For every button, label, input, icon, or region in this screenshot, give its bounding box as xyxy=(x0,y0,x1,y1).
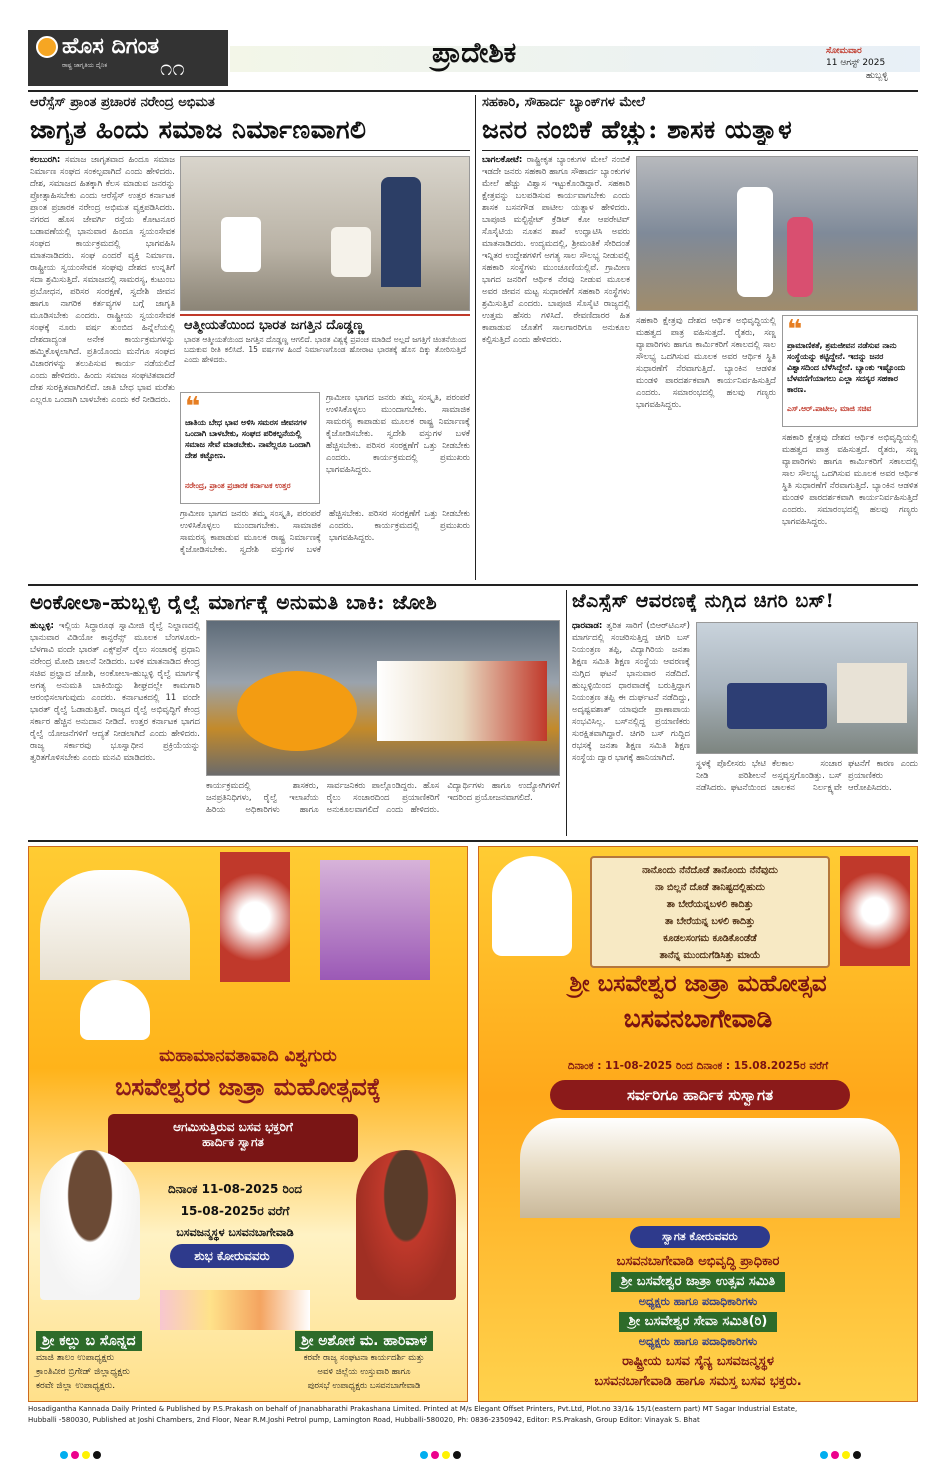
train-front xyxy=(237,671,357,751)
story1-rule xyxy=(30,150,470,151)
host-line2: ಶ್ರೀ ಬಸವೇಶ್ವರ ಜಾತ್ರಾ ಉತ್ಸವ ಸಮಿತಿ xyxy=(611,1272,785,1292)
basavanna-illustration xyxy=(492,856,572,956)
host-line5: ಅಧ್ಯಕ್ಷರು ಹಾಗೂ ಪದಾಧಿಕಾರಿಗಳು xyxy=(638,1335,758,1348)
story3-body-col2: ಕಾರ್ಯಕ್ರಮದಲ್ಲಿ ಶಾಸಕರು, ಜನಪ್ರತಿನಿಧಿಗಳು, ರೈಲ್ವೆ ಇಲಾಖೆಯ ಹಿರಿಯ ಅಧಿಕಾರಿಗಳು ಹಾಗೂ ಸಾರ್ವಜನಿಕರು ಪಾಲ್ಗೊಂಡಿದ್ದರು. ಹೊಸ ರೈಲು ಸಂಚಾರದಿಂದ ಪ್ರಯಾಣಿಕರಿಗೆ ಅನುಕೂಲವಾಗಲಿದೆ ಎಂದು ಹೇಳಿದರು. ವಿದ್ಯಾರ್ಥಿಗಳು ಹಾಗೂ ಉದ್ಯೋಗಿಗಳಿಗೆ ಇದರಿಂದ ಪ್ರಯೋಜನವಾಗಲಿದೆ. xyxy=(206,781,560,815)
host-line7: ಬಸವನಬಾಗೇವಾಡಿ ಹಾಗೂ ಸಮಸ್ತ ಬಸವ ಭಕ್ತರು. xyxy=(594,1374,802,1389)
ad-right-hosts xyxy=(488,1252,908,1392)
masthead-rule xyxy=(28,90,918,92)
story1-body-col4: ಗ್ರಾಮೀಣ ಭಾಗದ ಜನರು ತಮ್ಮ ಸಂಸ್ಕೃತಿ, ಪರಂಪರೆ ಉಳಿಸಿಕೊಳ್ಳಲು ಮುಂದಾಗಬೇಕು. ಸಾಮಾಜಿಕ ಸಾಮರಸ್ಯ ಕಾಪಾಡುವ ಮೂಲಕ ರಾಷ್ಟ್ರ ನಿರ್ಮಾಣಕ್ಕೆ ಕೈಜೋಡಿಸಬೇಕು. ಸ್ವದೇಶಿ ವಸ್ತುಗಳ ಬಳಕೆ ಹೆಚ್ಚಿಸಬೇಕು. ಪರಿಸರ ಸಂರಕ್ಷಣೆಗೆ ಒತ್ತು ನೀಡಬೇಕು ಎಂದರು. ಕಾರ್ಯಕ್ರಮದಲ್ಲಿ ಪ್ರಮುಖರು ಭಾಗವಹಿಸಿದ್ದರು. xyxy=(180,509,470,555)
ad-right-welcome: ಸರ್ವರಿಗೂ ಹಾರ್ದಿಕ ಸುಸ್ವಾಗತ xyxy=(550,1080,850,1110)
registration-marks xyxy=(820,1444,864,1460)
story1-headline: ಜಾಗೃತ ಹಿಂದು ಸಮಾಜ ನಿರ್ಮಾಣವಾಗಲಿ xyxy=(30,115,367,144)
story2-body1: ರಾಷ್ಟ್ರೀಕೃತ ಬ್ಯಾಂಕುಗಳ ಮೇಲೆ ನಂಬಿಕೆ ಇಡದೇ ಜನರು ಸಹಕಾರಿ ಹಾಗೂ ಸೌಹಾರ್ದ ಬ್ಯಾಂಕುಗಳ ಮೇಲೆ ಹೆಚ್ಚು ವಿಶ್ವಾಸ ಇಟ್ಟುಕೊಂಡಿದ್ದಾರೆ. ಸಹಕಾರಿ ಕ್ಷೇತ್ರವನ್ನು ಬಲಪಡಿಸುವ ಕಾರ್ಯವಾಗಬೇಕು ಎಂದು ಶಾಸಕ ಬಸನಗೌಡ ಪಾಟೀಲ ಯತ್ನಾಳ ಹೇಳಿದರು. ಬಾಪೂಜಿ ಮಲ್ಟಿಸ್ಟೇಟ್ ಕ್ರೆಡಿಟ್ ಕೋ ಆಪರೇಟಿವ್ ಸೊಸೈಟಿಯ ನೂತನ ಶಾಖೆ ಉದ್ಘಾಟಿಸಿ ಅವರು ಮಾತನಾಡಿದರು. ಉದ್ಯಮದಲ್ಲಿ, ಶ್ರೀಮಂತಿಕೆ ಸೇರಿದಂತೆ ಇನ್ನಿತರ ಉದ್ದೇಶಗಳಿಗೆ ಅಗತ್ಯ ಸಾಲ ಸೌಲಭ್ಯ ನೀಡುವಲ್ಲಿ ಸಹಕಾರಿ ಸಂಸ್ಥೆಗಳು ಮುಂಚೂಣಿಯಲ್ಲಿವೆ. ಗ್ರಾಮೀಣ ಭಾಗದ ಜನರಿಗೆ ಆರ್ಥಿಕ ನೆರವು ನೀಡುವ ಮೂಲಕ ಅವರ ಜೀವನ ಮಟ್ಟ ಸುಧಾರಣೆಗೆ ಸಹಕಾರಿ ಸಂಸ್ಥೆಗಳು ಶ್ರಮಿಸುತ್ತಿವೆ ಎಂದರು. ಬಾಪೂಜಿ ಸೊಸೈಟಿ ರಾಜ್ಯದಲ್ಲಿ ಉತ್ತಮ ಹೆಸರು ಗಳಿಸಿದೆ. ಠೇವಣಿದಾರರ ಹಿತ ಕಾಪಾಡುವ ಜೊತೆಗೆ ಸಾಲಗಾರರಿಗೂ ಅನುಕೂಲ ಕಲ್ಪಿಸುತ್ತಿದೆ ಎಂದು ಹೇಳಿದರು. xyxy=(482,155,630,345)
logo-title: ಹೊಸ ದಿಗಂತ xyxy=(62,34,160,59)
story2-dateline: ಬಾಗಲಕೋಟೆ: xyxy=(482,155,523,165)
host-line3: ಅಧ್ಯಕ್ಷರು ಹಾಗೂ ಪದಾಧಿಕಾರಿಗಳು xyxy=(638,1295,758,1308)
ad-left-dates xyxy=(140,1178,330,1244)
temple-illustration xyxy=(520,1118,900,1218)
greeting-line1: ಆಗಮಿಸುತ್ತಿರುವ ಬಸವ ಭಕ್ತರಿಗೆ xyxy=(173,1120,293,1134)
caption-title: ಆತ್ಮೀಯತೆಯಿಂದ ಭಾರತ ಜಗತ್ತಿನ ದೊಡ್ಡಣ್ಣ xyxy=(184,318,365,333)
ad-left-wishers: ಶುಭ ಕೋರುವವರು xyxy=(170,1244,294,1268)
story1-kicker: ಆರೆಸ್ಸೆಸ್ ಪ್ರಾಂತ ಪ್ರಚಾರಕ ನರೇಂದ್ರ ಅಭಿಮತ xyxy=(30,95,215,110)
story3-body-col1 xyxy=(30,620,200,836)
ad-right-title2: ಬಸವನಬಾಗೇವಾಡಿ xyxy=(623,1004,773,1033)
poem-line4: ತಾ ಬೇರೆಯನ್ನ ಬಳಲಿ ಕಾದಿತ್ತು xyxy=(664,916,756,927)
section-rule xyxy=(28,840,918,842)
person-figure xyxy=(787,217,813,297)
greeting-line2: ಹಾರ್ದಿಕ ಸ್ವಾಗತ xyxy=(202,1135,264,1149)
crowd xyxy=(377,661,547,741)
bus-figure xyxy=(727,683,827,729)
story4-dateline: ಧಾರವಾಡ: xyxy=(572,621,603,631)
registration-marks xyxy=(60,1444,104,1460)
ad-left-place: ಬಸವಜನ್ಮಸ್ಥಳ ಬಸವನಬಾಗೇವಾಡಿ xyxy=(176,1226,294,1239)
temple-illustration xyxy=(40,870,190,980)
column-divider xyxy=(475,95,476,580)
poem-line1: ನಾನೊಂದು ನೆನೆದೊಡೆ ತಾನೊಂದು ನೆನೆವುದು xyxy=(642,865,778,876)
story3-body1: ಇಲ್ಲಿಯ ಸಿದ್ಧಾರೂಢ ಸ್ವಾಮೀಜಿ ರೈಲ್ವೆ ನಿಲ್ದಾಣದಲ್ಲಿ ಭಾನುವಾರ ವಿಡಿಯೋ ಕಾನ್ಫರೆನ್ಸ್ ಮೂಲಕ ಬೆಂಗಳೂರು-ಬೆಳಗಾವಿ ವಂದೇ ಭಾರತ್ ಎಕ್ಸ್‌ಪ್ರೆಸ್ ರೈಲು ಸಂಚಾರಕ್ಕೆ ಪ್ರಧಾನಿ ನರೇಂದ್ರ ಮೋದಿ ಚಾಲನೆ ನೀಡಿದರು. ಬಳಿಕ ಮಾತನಾಡಿದ ಕೇಂದ್ರ ಸಚಿವ ಪ್ರಲ್ಹಾದ ಜೋಶಿ, ಅಂಕೋಲಾ-ಹುಬ್ಬಳ್ಳಿ ರೈಲ್ವೆ ಮಾರ್ಗಕ್ಕೆ ಅಗತ್ಯ ಅನುಮತಿ ಬಾಕಿಯಿದ್ದು ಶೀಘ್ರದಲ್ಲೇ ಕಾಮಗಾರಿ ಆರಂಭಿಸಲಾಗುವುದು ಎಂದರು. ಕರ್ನಾಟಕದಲ್ಲಿ 11 ವಂದೇ ಭಾರತ್ ರೈಲ್ವೆ ಓಡಾಡುತ್ತಿವೆ. ರಾಜ್ಯದ ರೈಲ್ವೆ ಅಭಿವೃದ್ಧಿಗೆ ಕೇಂದ್ರ ಸರ್ಕಾರ ಹೆಚ್ಚಿನ ಅನುದಾನ ನೀಡಿದೆ. ಉತ್ತರ ಕರ್ನಾಟಕ ಭಾಗದ ರೈಲ್ವೆ ಯೋಜನೆಗಳಿಗೆ ಆದ್ಯತೆ ನೀಡಲಾಗಿದೆ ಎಂದು ಹೇಳಿದರು. ರಾಜ್ಯ ಸರ್ಕಾರವು ಭೂಸ್ವಾಧೀನ ಪ್ರಕ್ರಿಯೆಯನ್ನು ತ್ವರಿತಗೊಳಿಸಬೇಕು ಎಂದು ಮನವಿ ಮಾಡಿದರು. xyxy=(30,621,200,763)
column-divider xyxy=(566,590,567,836)
shrine-illustration xyxy=(320,860,430,980)
dates-line1: ದಿನಾಂಕ 11-08-2025 ರಿಂದ xyxy=(168,1182,302,1196)
quote-text: ಪ್ರಾಮಾಣಿಕತೆ, ಶ್ರಮಜೀವನ ನಡೆಸುವ ನಾನು ಸಂಸ್ಥೆಯನ್ನು ಕಟ್ಟಿದ್ದೇನೆ. ಇದನ್ನು ಜನರ ವಿಶ್ವಾಸದಿಂದ ಬೆಳೆಸಿದ್ದೇನೆ. ಬ್ಯಾಂಕು ಇಷ್ಟೊಂದು ಬೆಳವಣಿಗೆಯಾಗಲು ಎಲ್ಲಾ ಸದಸ್ಯರ ಸಹಕಾರ ಕಾರಣ. xyxy=(787,341,906,394)
ad-right-poem-scroll xyxy=(590,856,830,968)
story3-headline: ಅಂಕೋಲಾ-ಹುಬ್ಬಳ್ಳಿ ರೈಲ್ವೆ ಮಾರ್ಗಕ್ಕೆ ಅನುಮತಿ ಬಾಕಿ: ಜೋಶಿ xyxy=(30,590,438,614)
story4-body-col2: ಸ್ಥಳಕ್ಕೆ ಪೊಲೀಸರು ಭೇಟಿ ನೀಡಿ ಪರಿಶೀಲನೆ ನಡೆಸಿದರು. ಘಟನೆಯಿಂದ ಕೆಲಕಾಲ ಸಂಚಾರ ಅಸ್ತವ್ಯಸ್ತಗೊಂಡಿತ್ತು. ಬಸ್ ಚಾಲಕನ ನಿರ್ಲಕ್ಷ್ಯವೇ ಘಟನೆಗೆ ಕಾರಣ ಎಂದು ಪ್ರಯಾಣಿಕರು ಆರೋಪಿಸಿದರು. xyxy=(696,759,918,793)
person1-role1: ಮಾಜಿ ತಾಲಂ ಉಪಾಧ್ಯಕ್ಷರು xyxy=(36,1353,115,1363)
quote-text: ಜಾತಿಯ ಬೇಧ ಭಾವ ಅಳಿಸಿ ಸಮರಸ ಜೀವನಗಳ ಒಂದಾಗಿ ಬಾಳಬೇಕು, ಸಂಘದ ಪರಿಕಲ್ಪನೆಯಲ್ಲಿ ಸಮಾಜ ಸೇವೆ ಮಾಡಬೇಕು. ನಾವೆಲ್ಲರೂ ಒಂದಾಗಿ ದೇಶ ಕಟ್ಟೋಣ. xyxy=(185,418,311,460)
quote-mark-icon: ❝ xyxy=(185,392,201,422)
story3-photo xyxy=(206,620,560,776)
ad-right-title1: ಶ್ರೀ ಬಸವೇಶ್ವರ ಜಾತ್ರಾ ಮಹೋತ್ಸವ xyxy=(569,970,827,997)
quote-mark-icon: ❝ xyxy=(787,315,803,345)
story1-body-col1 xyxy=(30,154,175,579)
ad-left-person2 xyxy=(266,1330,462,1393)
ad-left-greeting xyxy=(108,1114,358,1162)
host-line1: ಬಸವನಬಾಗೇವಾಡಿ ಅಭಿವೃದ್ಧಿ ಪ್ರಾಧಿಕಾರ xyxy=(616,1254,780,1269)
story2-quote xyxy=(782,315,918,427)
footer-line2: Hubballi -580030, Published at Joshi Chambers, 2nd Floor, Near R.M.Joshi Petrol pump, Lamington Road, Hubballi-580020, Ph: 0836-2350942, Editor: P.S.Prakash, Group Editor: Vinayak S. Bhat xyxy=(28,1416,700,1424)
quote-author: ಎಸ್.ಆರ್.ಪಾಟೀಲ, ಮಾಜಿ ಸಚಿವ xyxy=(787,404,872,413)
person1-photo xyxy=(40,1150,140,1300)
masthead-city: ಹುಬ್ಬಳ್ಳಿ xyxy=(866,71,888,81)
seated-figure xyxy=(221,217,261,272)
sun-logo-icon xyxy=(36,36,58,58)
story2-photo xyxy=(636,156,918,311)
poem-line3: ತಾ ಬೇರೆಯನ್ನಬಳಲಿ ಕಾದಿತ್ತು xyxy=(666,899,754,910)
story4-body-col1 xyxy=(572,620,690,836)
speaker-figure xyxy=(737,187,773,297)
section-title: ಪ್ರಾದೇಶಿಕ xyxy=(432,36,517,69)
logo-tagline: ರಾಷ್ಟ್ರ ಜಾಗೃತಿಯ ದೈನಿಕ xyxy=(62,62,108,69)
section-rule xyxy=(28,584,918,586)
person2-role1: ಕರವೇ ರಾಜ್ಯ ಸಂಘಟನಾ ಕಾರ್ಯದರ್ಶಿ ಮತ್ತು xyxy=(303,1353,425,1363)
story2-body-col2: ಸಹಕಾರಿ ಕ್ಷೇತ್ರವು ದೇಶದ ಆರ್ಥಿಕ ಅಭಿವೃದ್ಧಿಯಲ್ಲಿ ಮಹತ್ವದ ಪಾತ್ರ ವಹಿಸುತ್ತದೆ. ರೈತರು, ಸಣ್ಣ ವ್ಯಾಪಾರಿಗಳು ಹಾಗೂ ಕಾರ್ಮಿಕರಿಗೆ ಸಕಾಲದಲ್ಲಿ ಸಾಲ ಸೌಲಭ್ಯ ಒದಗಿಸುವ ಮೂಲಕ ಅವರ ಆರ್ಥಿಕ ಸ್ಥಿತಿ ಸುಧಾರಣೆಗೆ ನೆರವಾಗುತ್ತಿದೆ. ಬ್ಯಾಂಕಿನ ಆಡಳಿತ ಮಂಡಳಿ ಪಾರದರ್ಶಕವಾಗಿ ಕಾರ್ಯನಿರ್ವಹಿಸುತ್ತಿದೆ ಎಂದರು. ಸಮಾರಂಭದಲ್ಲಿ ಹಲವು ಗಣ್ಯರು ಭಾಗವಹಿಸಿದ್ದರು. xyxy=(636,316,776,410)
nandi-illustration xyxy=(220,852,290,982)
person2-role2: ಅವಳಿ ಜಿಲ್ಲೆಯ ಉಸ್ತುವಾರಿ ಹಾಗೂ xyxy=(317,1367,411,1377)
page-number: ೧೧ xyxy=(160,56,185,81)
poem-line5: ಕೂಡಲಸಂಗಮ ಕೂಡಿಕೊಂಡೆಡೆ xyxy=(663,933,757,944)
masthead-date: 11 ಆಗಸ್ಟ್ 2025 xyxy=(826,58,886,68)
story1-body1: ಸಮಾಜ ಜಾಗೃತವಾದ ಹಿಂದೂ ಸಮಾಜ ನಿರ್ಮಾಣ ಸಂಘದ ಸಂಕಲ್ಪವಾಗಿದೆ ಎಂದು ಹೇಳಿದರು. ದೇಶ, ಸಮಾಜದ ಹಿತಕ್ಕಾಗಿ ಕೆಲಸ ಮಾಡುವ ಜನರನ್ನು ಪ್ರೋತ್ಸಾಹಿಸಬೇಕು ಎಂದು ಆರೆಸ್ಸೆಸ್ ಉತ್ತರ ಕರ್ನಾಟಕ ಪ್ರಾಂತ ಪ್ರಚಾರಕ ನರೇಂದ್ರ ಅಭಿಮತ ವ್ಯಕ್ತಪಡಿಸಿದರು. ನಗರದ ಹೊಸ ಜೇವರ್ಗಿ ರಸ್ತೆಯ ಕೋಟನೂರ ಬಡಾವಣೆಯಲ್ಲಿ ಭಾನುವಾರ ಹಿಂದೂ ಸ್ವಯಂಸೇವಕ ಸಂಘದ ಕಾರ್ಯಕ್ರಮದಲ್ಲಿ ಭಾಗವಹಿಸಿ ಮಾತನಾಡಿದರು. ಸಂಘ ಎಂದರೆ ವ್ಯಕ್ತಿ ನಿರ್ಮಾಣ. ರಾಷ್ಟ್ರೀಯ ಸ್ವಯಂಸೇವಕ ಸಂಘವು ದೇಶದ ಉನ್ನತಿಗೆ ಸದಾ ಶ್ರಮಿಸುತ್ತಿದೆ. ಸಮಾಜದಲ್ಲಿ ಸಾಮರಸ್ಯ, ಕುಟುಂಬ ಪ್ರಬೋಧನ, ಪರಿಸರ ಸಂರಕ್ಷಣೆ, ಸ್ವದೇಶಿ ಜೀವನ ಹಾಗೂ ನಾಗರಿಕ ಕರ್ತವ್ಯಗಳ ಬಗ್ಗೆ ಜಾಗೃತಿ ಮೂಡಿಸಬೇಕು ಎಂದರು. ರಾಷ್ಟ್ರೀಯ ಸ್ವಯಂಸೇವಕ ಸಂಘಕ್ಕೆ ನೂರು ವರ್ಷ ತುಂಬಿದ ಹಿನ್ನೆಲೆಯಲ್ಲಿ ದೇಶದಾದ್ಯಂತ ಅನೇಕ ಕಾರ್ಯಕ್ರಮಗಳನ್ನು ಹಮ್ಮಿಕೊಳ್ಳಲಾಗಿದೆ. ಪ್ರತಿಯೊಂದು ಮನೆಗೂ ಸಂಘದ ವಿಚಾರಗಳನ್ನು ತಲುಪಿಸುವ ಕಾರ್ಯ ನಡೆಯಲಿದೆ ಎಂದು ಹೇಳಿದರು. ಹಿಂದು ಸಮಾಜ ಸಂಘಟಿತವಾದರೆ ದೇಶ ಸುರಕ್ಷಿತವಾಗಿರಲಿದೆ. ಜಾತಿ ಬೇಧ ಭಾವ ಮರೆತು ಎಲ್ಲರೂ ಒಂದಾಗಿ ಬಾಳಬೇಕು ಎಂದು ಕರೆ ನೀಡಿದರು. xyxy=(30,155,175,405)
quote-author: ನರೇಂದ್ರ, ಪ್ರಾಂತ ಪ್ರಚಾರಕ ಕರ್ನಾಟಕ ಉತ್ತರ xyxy=(185,481,291,490)
footer-imprint xyxy=(28,1404,918,1440)
poem-line6: ತಾನೆನ್ನ ಮುಂದುಗೆಡಿಸಿತ್ತು ಮಾಯೆ xyxy=(659,950,761,961)
story2-kicker: ಸಹಕಾರಿ, ಸೌಹಾರ್ದ ಬ್ಯಾಂಕ್‌ಗಳ ಮೇಲೆ xyxy=(482,95,645,110)
story2-body-col1 xyxy=(482,154,630,579)
story2-body-col4: ಸಹಕಾರಿ ಕ್ಷೇತ್ರವು ದೇಶದ ಆರ್ಥಿಕ ಅಭಿವೃದ್ಧಿಯಲ್ಲಿ ಮಹತ್ವದ ಪಾತ್ರ ವಹಿಸುತ್ತದೆ. ರೈತರು, ಸಣ್ಣ ವ್ಯಾಪಾರಿಗಳು ಹಾಗೂ ಕಾರ್ಮಿಕರಿಗೆ ಸಕಾಲದಲ್ಲಿ ಸಾಲ ಸೌಲಭ್ಯ ಒದಗಿಸುವ ಮೂಲಕ ಅವರ ಆರ್ಥಿಕ ಸ್ಥಿತಿ ಸುಧಾರಣೆಗೆ ನೆರವಾಗುತ್ತಿದೆ. ಬ್ಯಾಂಕಿನ ಆಡಳಿತ ಮಂಡಳಿ ಪಾರದರ್ಶಕವಾಗಿ ಕಾರ್ಯನಿರ್ವಹಿಸುತ್ತಿದೆ ಎಂದರು. ಸಮಾರಂಭದಲ್ಲಿ ಹಲವು ಗಣ್ಯರು ಭಾಗವಹಿಸಿದ್ದರು. xyxy=(782,433,918,527)
section-band xyxy=(230,46,920,72)
ad-right-hosts-label: ಸ್ವಾಗತ ಕೋರುವವರು xyxy=(630,1226,770,1248)
seated-figure xyxy=(331,227,371,277)
story4-headline: ಜೆಎಸ್ಸೆಸ್ ಆವರಣಕ್ಕೆ ನುಗ್ಗಿದ ಚಿಗರಿ ಬಸ್! xyxy=(572,590,835,612)
host-line6: ರಾಷ್ಟ್ರೀಯ ಬಸವ ಸೈನ್ಯ ಬಸವಜನ್ಮಸ್ಥಳ xyxy=(622,1354,774,1369)
poem-line2: ನಾ ಬಿಲ್ಲನೆ ದೊಡೆ ತಾನಿಷ್ಟದಲ್ಲಿಹುದು xyxy=(655,882,765,893)
flowers-decoration xyxy=(160,1290,310,1330)
registration-marks xyxy=(420,1444,464,1460)
story4-body1: ತ್ವರಿತ ಸಾರಿಗೆ (ಬಿಆರ್‌ಟಿಎಸ್) ಮಾರ್ಗದಲ್ಲಿ ಸಂಚರಿಸುತ್ತಿದ್ದ ಚಿಗರಿ ಬಸ್ ನಿಯಂತ್ರಣ ತಪ್ಪಿ, ವಿದ್ಯಾಗಿರಿಯ ಜನತಾ ಶಿಕ್ಷಣ ಸಮಿತಿ ಶಿಕ್ಷಣ ಸಂಸ್ಥೆಯ ಆವರಣಕ್ಕೆ ನುಗ್ಗಿದ ಘಟನೆ ಭಾನುವಾರ ನಡೆದಿದೆ. ಹುಬ್ಬಳ್ಳಿಯಿಂದ ಧಾರವಾಡಕ್ಕೆ ಬರುತ್ತಿದ್ದಾಗ ನಿಯಂತ್ರಣ ತಪ್ಪಿ ಈ ದುರ್ಘಟನೆ ನಡೆದಿದ್ದು, ಅದೃಷ್ಟವಶಾತ್ ಯಾವುದೇ ಪ್ರಾಣಾಪಾಯ ಸಂಭವಿಸಿಲ್ಲ. ಬಸ್‌ನಲ್ಲಿದ್ದ ಪ್ರಯಾಣಿಕರು ಸುರಕ್ಷಿತವಾಗಿದ್ದಾರೆ. ಚಿಗರಿ ಬಸ್ ಗುದ್ದಿದ ರಭಸಕ್ಕೆ ಜನತಾ ಶಿಕ್ಷಣ ಸಮಿತಿ ಶಿಕ್ಷಣ ಸಂಸ್ಥೆಯ ದ್ವಾರ ಭಾಗಕ್ಕೆ ಹಾನಿಯಾಗಿದೆ. xyxy=(572,621,690,763)
story3-dateline: ಹುಬ್ಬಳ್ಳಿ: xyxy=(30,621,54,631)
person1-role2: ಕ್ರಾಂತಿವೀರ ಬ್ರಿಗೇಡ್ ಜಿಲ್ಲಾಧ್ಯಕ್ಷರು xyxy=(36,1367,130,1377)
ad-left-person1 xyxy=(36,1330,226,1393)
person1-role3: ಕರವೇ ಜಿಲ್ಲಾ ಉಪಾಧ್ಯಕ್ಷರು. xyxy=(36,1381,116,1391)
person1-name: ಶ್ರೀ ಕಲ್ಲು ಬ ಸೊನ್ನದ xyxy=(36,1331,142,1351)
story1-caption xyxy=(180,314,470,386)
caption-body: ಭಾರತ ಆತ್ಮೀಯತೆಯಿಂದ ಜಗತ್ತಿನ ದೊಡ್ಡಣ್ಣ ಆಗಲಿದೆ. ಭಾರತ ವಿಶ್ವಕ್ಕೆ ಪ್ರಪಂಚ ಮಾಡಿದೆ ಅಲ್ಲದೆ ಜಗತ್ತಿಗೆ ಚಿಂತನೆಯಿಂದ ಬದುಕುವ ರೀತಿ ಕಲಿಸಿದೆ. 15 ವರ್ಷಗಳ ಹಿಂದೆ ನಿರ್ಮಾಣಗೊಂಡ ಹೋರಾಟ ಭಾರತಕ್ಕೆ ಹೊಸ ದಿಕ್ಕು ತೋರಿಸುತ್ತಿದೆ ಎಂದು ಹೇಳಿದರು. xyxy=(184,335,466,364)
person2-role3: ಪುರಸಭೆ ಉಪಾಧ್ಯಕ್ಷರು ಬಸವನಬಾಗೇವಾಡಿ xyxy=(307,1381,421,1391)
story4-photo xyxy=(696,622,918,754)
story1-dateline: ಕಲಬುರಗಿ: xyxy=(30,155,61,165)
dates-line2: 15-08-2025ರ ವರೆಗೆ xyxy=(180,1204,290,1218)
masthead-day: ಸೋಮವಾರ xyxy=(826,46,862,56)
story2-rule xyxy=(482,150,918,151)
story1-quote xyxy=(180,392,320,504)
speaker-figure xyxy=(381,177,421,287)
ad-right-dates: ದಿನಾಂಕ : 11-08-2025 ರಿಂದ ದಿನಾಂಕ : 15.08.2025ರ ವರೆಗೆ xyxy=(567,1060,829,1072)
story1-photo xyxy=(180,156,470,311)
ad-left-line2: ಬಸವೇಶ್ವರರ ಜಾತ್ರಾ ಮಹೋತ್ಸವಕ್ಕೆ xyxy=(115,1072,381,1101)
footer-line1: Hosadigantha Kannada Daily Printed & Published by P.S.Prakash on behalf of Jnanabharathi Prakashana Limited. Printed at M/s Elegant Offset Printers, Pvt.Ltd, Plot.no 33/1& 15/1(eastern part) MT Sagar Industrial Estate, xyxy=(28,1405,798,1413)
story2-headline: ಜನರ ನಂಬಿಕೆ ಹೆಚ್ಚು: ಶಾಸಕ ಯತ್ನಾಳ xyxy=(482,115,793,144)
building-figure xyxy=(837,663,907,723)
person2-photo xyxy=(356,1150,456,1300)
host-line4: ಶ್ರೀ ಬಸವೇಶ್ವರ ಸೇವಾ ಸಮಿತಿ(ರಿ) xyxy=(619,1312,778,1332)
nandi-illustration xyxy=(840,856,910,966)
story1-body-col3: ಗ್ರಾಮೀಣ ಭಾಗದ ಜನರು ತಮ್ಮ ಸಂಸ್ಕೃತಿ, ಪರಂಪರೆ ಉಳಿಸಿಕೊಳ್ಳಲು ಮುಂದಾಗಬೇಕು. ಸಾಮಾಜಿಕ ಸಾಮರಸ್ಯ ಕಾಪಾಡುವ ಮೂಲಕ ರಾಷ್ಟ್ರ ನಿರ್ಮಾಣಕ್ಕೆ ಕೈಜೋಡಿಸಬೇಕು. ಸ್ವದೇಶಿ ವಸ್ತುಗಳ ಬಳಕೆ ಹೆಚ್ಚಿಸಬೇಕು. ಪರಿಸರ ಸಂರಕ್ಷಣೆಗೆ ಒತ್ತು ನೀಡಬೇಕು ಎಂದರು. ಕಾರ್ಯಕ್ರಮದಲ್ಲಿ ಪ್ರಮುಖರು ಭಾಗವಹಿಸಿದ್ದರು. xyxy=(326,393,470,475)
person2-name: ಶ್ರೀ ಅಶೋಕ ಮ. ಹಾರಿವಾಳ xyxy=(295,1331,433,1351)
ad-left-line1: ಮಹಾಮಾನವತಾವಾದಿ ವಿಶ್ವಗುರು xyxy=(159,1046,337,1066)
